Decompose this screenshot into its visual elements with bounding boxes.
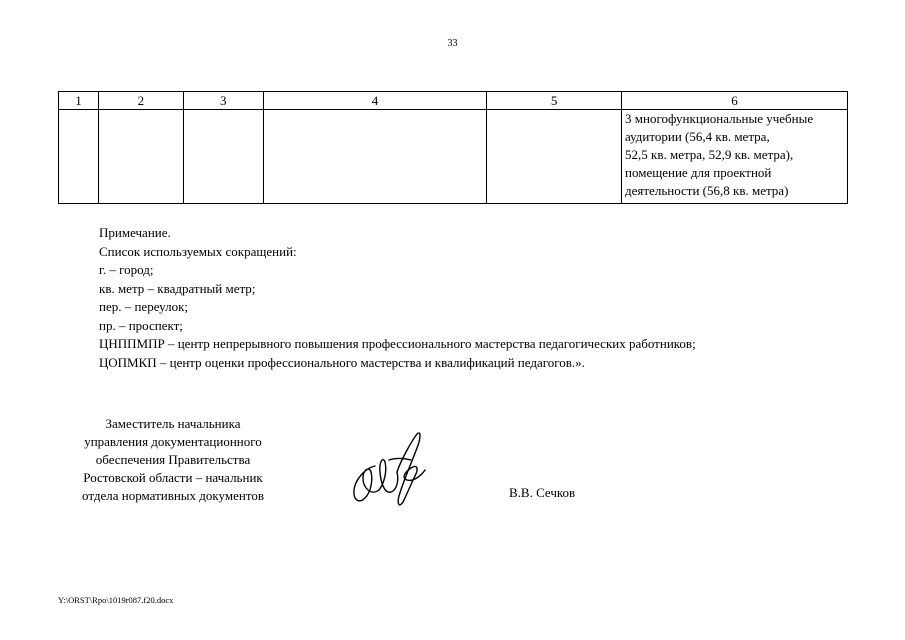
column-header: 5: [487, 92, 622, 110]
cell-text-line: 3 многофункциональные учебные: [625, 111, 814, 126]
premises-description-cell: [622, 110, 848, 204]
table-header-row: [59, 92, 848, 110]
table-cell: [487, 110, 622, 204]
cell-text-line: аудитории (56,4 кв. метра,: [625, 129, 770, 144]
table-cell: [263, 110, 487, 204]
signatory-name: В.В. Сечков: [509, 485, 576, 500]
abbreviation-item: ЦНППМПР – центр непрерывного повышения профессионального мастерства педагогических работников;: [99, 336, 696, 351]
abbreviation-item: г. – город;: [99, 262, 154, 277]
notes-section: [99, 224, 696, 372]
table-row: [59, 110, 848, 204]
column-header: 4: [263, 92, 487, 110]
table-cell: [98, 110, 183, 204]
signatory-title-line: управления документационного: [84, 434, 262, 449]
cell-text-line: 52,5 кв. метра, 52,9 кв. метра),: [625, 147, 794, 162]
handwritten-signature: [345, 430, 440, 512]
abbreviation-item: кв. метр – квадратный метр;: [99, 280, 256, 296]
data-table: [58, 91, 848, 204]
document-file-path: Y:\ORST\Rpo\1019r087.f20.docx: [58, 595, 174, 605]
signatory-title-line: Заместитель начальника: [105, 416, 241, 431]
column-header: 1: [59, 92, 99, 110]
notes-heading: Примечание.: [99, 225, 171, 240]
signatory-title-line: отдела нормативных документов: [82, 488, 264, 503]
cell-text-line: помещение для проектной: [625, 165, 772, 180]
signatory-title-line: обеспечения Правительства: [95, 452, 251, 467]
abbreviations-intro: Список используемых сокращений:: [99, 243, 297, 259]
page-number: 33: [447, 38, 458, 49]
column-header: 6: [622, 92, 848, 110]
table-cell: [183, 110, 263, 204]
column-header: 3: [183, 92, 263, 110]
signatory-title-line: Ростовской области – начальник: [83, 470, 263, 485]
abbreviation-item: пр. – проспект;: [99, 317, 183, 333]
abbreviation-item: ЦОПМКП – центр оценки профессионального мастерства и квалификаций педагогов.».: [99, 354, 585, 370]
abbreviation-item: пер. – переулок;: [99, 299, 188, 314]
table-cell: [59, 110, 99, 204]
cell-text-line: деятельности (56,8 кв. метра): [625, 183, 789, 198]
signatory-title: [58, 415, 288, 505]
column-header: 2: [98, 92, 183, 110]
